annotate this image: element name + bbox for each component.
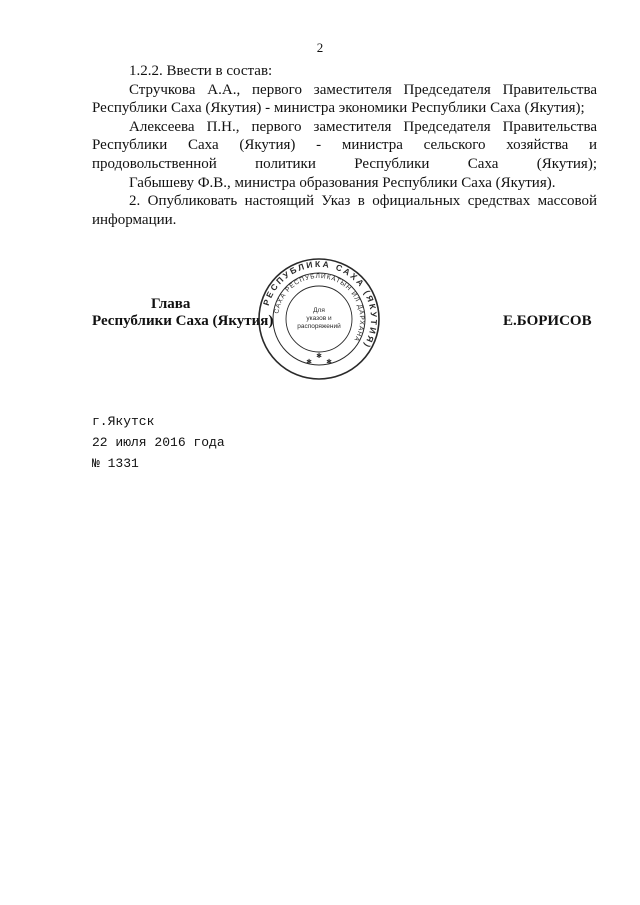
page-number: 2 [316,40,324,55]
seal-center-line: указов и [306,315,332,322]
svg-text:✱: ✱ [306,358,312,366]
seal-center-line: распоряжений [297,323,341,330]
issue-place: г.Якутск [92,414,155,429]
svg-text:✱: ✱ [316,352,322,360]
signatory-name: Е.БОРИСОВ [503,313,592,329]
decree-paragraph: Стручкова А.А., первого заместителя Председателя Правительства Республики Саха (Якутия) - министра экономики Республики Саха (Якутия); [92,81,597,117]
decree-paragraph: 2. Опубликовать настоящий Указ в официальных средствах массовой информации. [92,193,597,228]
issue-number: № 1331 [92,456,139,471]
signatory-office: Республики Саха (Якутия) [92,313,274,329]
signatory-title: Глава [151,296,191,312]
svg-text:✱: ✱ [326,358,332,366]
seal-inner-text: САХА РЕСПУБЛИКАТЫН ИЛ ДАРХАНА [273,272,366,343]
issue-details [92,411,225,474]
issue-date: 22 июля 2016 года [92,435,225,450]
decree-paragraph: Габышеву Ф.В., министра образования Республики Саха (Якутия). [129,174,556,191]
official-seal-stamp [257,257,381,381]
decree-body [92,62,597,229]
seal-outer-text: РЕСПУБЛИКА САХА (ЯКУТИЯ) [260,258,380,351]
decree-paragraph: 1.2.2. Ввести в состав: [129,63,273,79]
seal-center-line: Для [313,307,325,314]
decree-paragraph: Алексеева П.Н., первого заместителя Председателя Правительства Республики Саха (Якутия) - министра сельского хозяйства и продовольственной политики Республики Саха (Якутия); [92,118,597,172]
seal-star-icons [306,352,332,366]
